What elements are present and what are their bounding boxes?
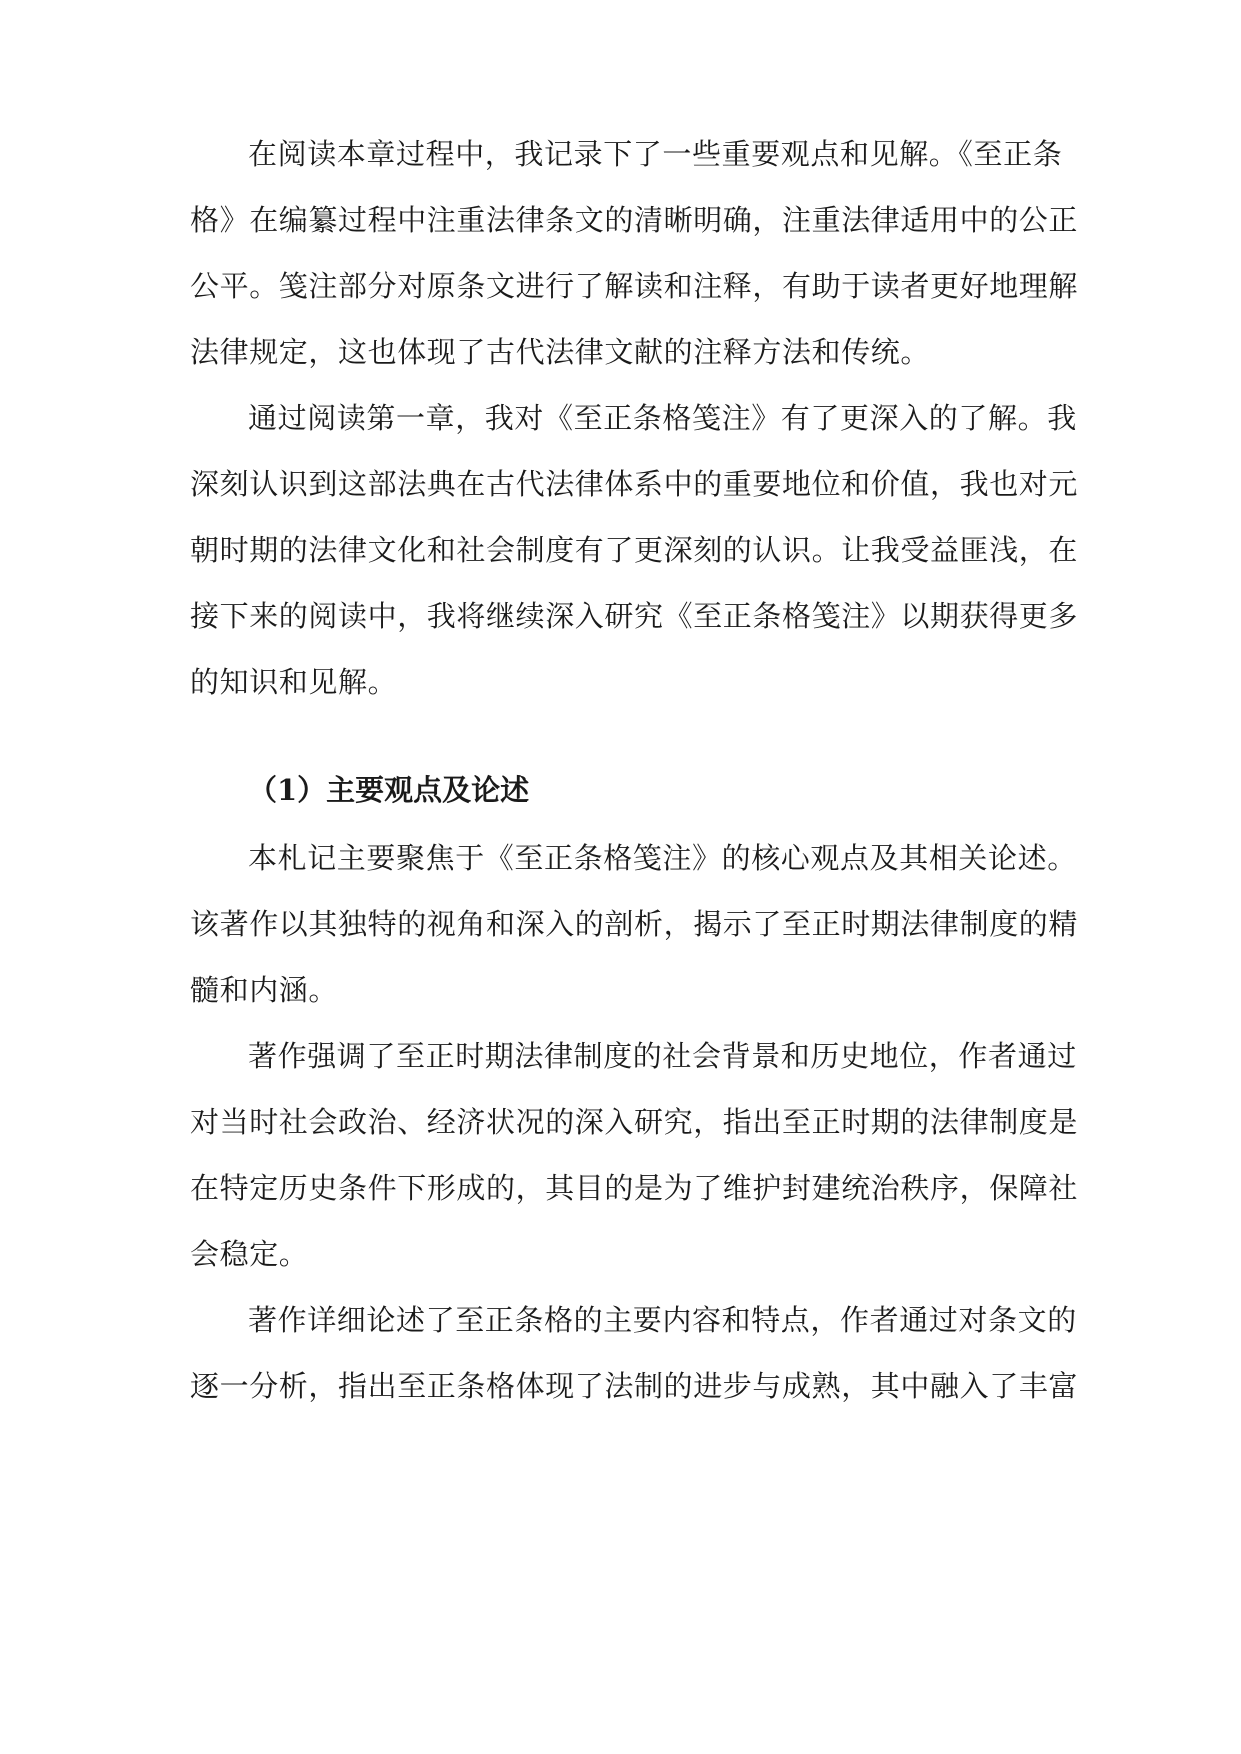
paragraph-line: 髓和内涵。: [190, 973, 339, 1007]
paragraph-line: 通过阅读第一章，我对《至正条格笺注》有了更深入的了解。我: [248, 401, 1077, 435]
paragraph-line: 著作强调了至正时期法律制度的社会背景和历史地位，作者通过: [248, 1039, 1077, 1073]
section-heading: （1）主要观点及论述: [248, 773, 530, 807]
paragraph-line: 法律规定，这也体现了古代法律文献的注释方法和传统。: [190, 335, 931, 369]
paragraph-line: 本札记主要聚焦于《至正条格笺注》的核心观点及其相关论述。: [248, 841, 1077, 875]
paragraph-line: 对当时社会政治、经济状况的深入研究，指出至正时期的法律制度是: [190, 1105, 1079, 1139]
paragraph-line: 朝时期的法律文化和社会制度有了更深刻的认识。让我受益匪浅，在: [190, 533, 1079, 567]
paragraph-line: 接下来的阅读中，我将继续深入研究《至正条格笺注》以期获得更多: [190, 599, 1079, 633]
paragraph-line: 深刻认识到这部法典在古代法律体系中的重要地位和价值，我也对元: [190, 467, 1079, 501]
paragraph-line: 格》在编纂过程中注重法律条文的清晰明确，注重法律适用中的公正: [190, 203, 1079, 237]
paragraph-line: 著作详细论述了至正条格的主要内容和特点，作者通过对条文的: [248, 1303, 1077, 1337]
paragraph-line: 会稳定。: [190, 1237, 309, 1271]
paragraph-line: 该著作以其独特的视角和深入的剖析，揭示了至正时期法律制度的精: [190, 907, 1079, 941]
paragraph-line: 在阅读本章过程中，我记录下了一些重要观点和见解。《至正条: [248, 137, 1063, 171]
paragraph-line: 在特定历史条件下形成的，其目的是为了维护封建统治秩序，保障社: [190, 1171, 1079, 1205]
paragraph-line: 公平。笺注部分对原条文进行了解读和注释，有助于读者更好地理解: [190, 269, 1079, 303]
paragraph-line: 的知识和见解。: [190, 665, 398, 699]
paragraph-line: 逐一分析，指出至正条格体现了法制的进步与成熟，其中融入了丰富: [190, 1369, 1079, 1403]
